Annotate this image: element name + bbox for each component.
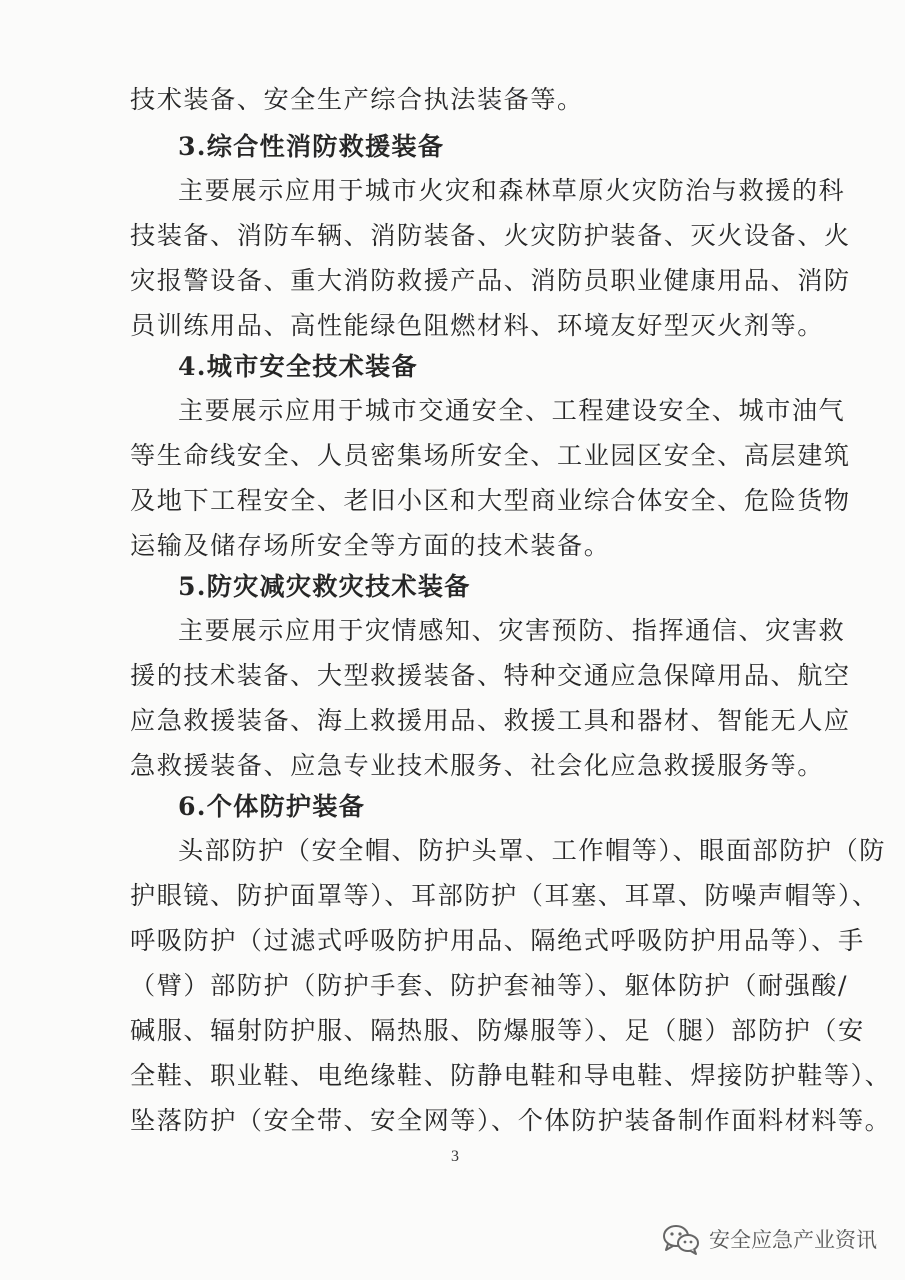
section-6-line-1: 头部防护（安全帽、防护头罩、工作帽等）、眼面部防护（防 — [178, 836, 886, 865]
section-6-line-2: 护眼镜、防护面罩等）、耳部防护（耳塞、耳罩、防噪声帽等）、 — [130, 881, 879, 910]
section-3-heading: 3.综合性消防救援装备 — [178, 131, 445, 161]
section-6-heading: 6.个体防护装备 — [178, 791, 366, 821]
section-4-line-3: 及地下工程安全、老旧小区和大型商业综合体安全、危险货物 — [130, 486, 851, 515]
section-3-line-4: 员训练用品、高性能绿色阻燃材料、环境友好型灭火剂等。 — [130, 311, 824, 340]
section-6-line-5: 碱服、辐射防护服、隔热服、防爆服等）、足（腿）部防护（安 — [130, 1016, 865, 1045]
section-4-line-2: 等生命线安全、人员密集场所安全、工业园区安全、高层建筑 — [130, 441, 851, 470]
intro-line: 技术装备、安全生产综合执法装备等。 — [130, 85, 584, 114]
section-5-line-3: 应急救援装备、海上救援用品、救援工具和器材、智能无人应 — [130, 706, 851, 735]
section-4-line-4: 运输及储存场所安全等方面的技术装备。 — [130, 531, 611, 560]
section-4-heading: 4.城市安全技术装备 — [178, 351, 418, 381]
section-6-line-4: （臂）部防护（防护手套、防护套袖等）、躯体防护（耐强酸/ — [130, 971, 848, 1000]
section-5-line-2: 援的技术装备、大型救援装备、特种交通应急保障用品、航空 — [130, 661, 851, 690]
section-5-heading: 5.防灾减灾救灾技术装备 — [178, 571, 471, 601]
section-6-line-3: 呼吸防护（过滤式呼吸防护用品、隔绝式呼吸防护用品等）、手 — [130, 926, 865, 955]
section-3-line-3: 灾报警设备、重大消防救援产品、消防员职业健康用品、消防 — [130, 266, 851, 295]
wechat-icon — [661, 1222, 701, 1256]
watermark-text: 安全应急产业资讯 — [709, 1228, 877, 1252]
section-4-line-1: 主要展示应用于城市交通安全、工程建设安全、城市油气 — [178, 396, 846, 425]
section-3-line-1: 主要展示应用于城市火灾和森林草原火灾防治与救援的科 — [178, 176, 846, 205]
page-number: 3 — [451, 1148, 459, 1165]
section-5-line-4: 急救援装备、应急专业技术服务、社会化应急救援服务等。 — [130, 751, 824, 780]
section-5-line-1: 主要展示应用于灾情感知、灾害预防、指挥通信、灾害救 — [178, 616, 846, 645]
section-6-line-6: 全鞋、职业鞋、电绝缘鞋、防静电鞋和导电鞋、焊接防护鞋等）、 — [130, 1061, 892, 1090]
section-3-line-2: 技装备、消防车辆、消防装备、火灾防护装备、灭火设备、火 — [130, 221, 851, 250]
section-6-line-7: 坠落防护（安全带、安全网等）、个体防护装备制作面料材料等。 — [130, 1106, 892, 1135]
wechat-watermark — [661, 1222, 877, 1256]
